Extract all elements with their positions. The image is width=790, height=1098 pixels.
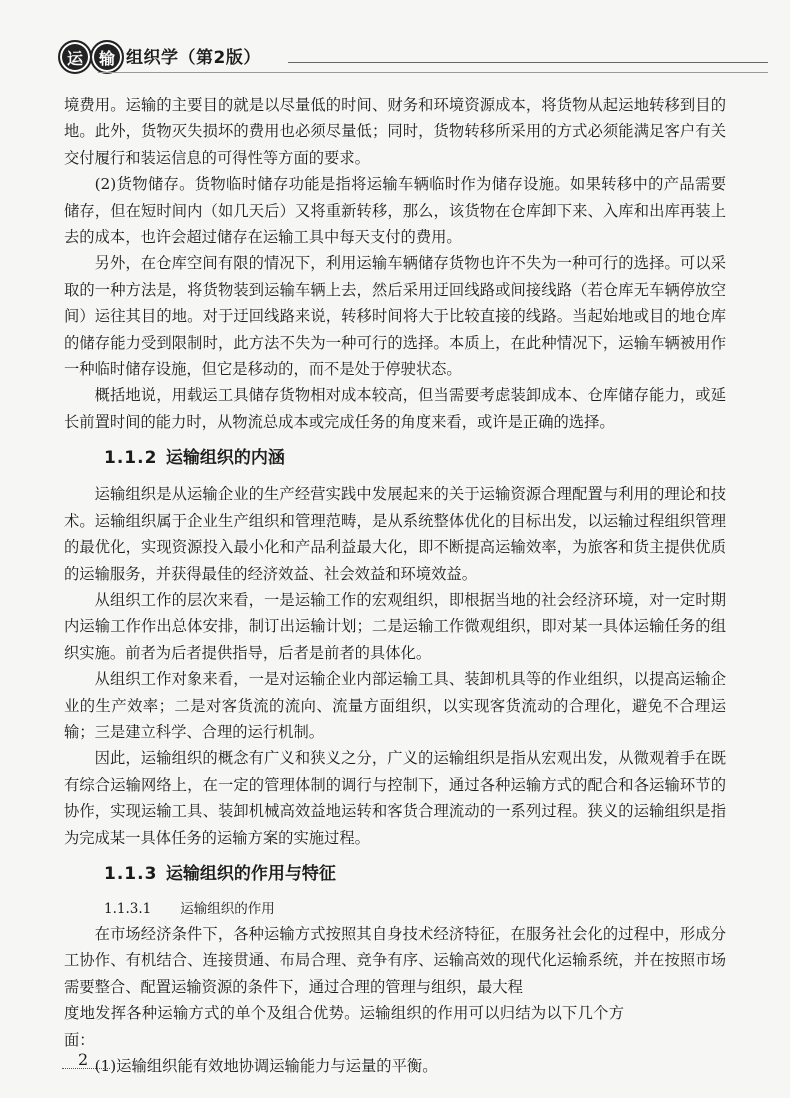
section-title: 运输组织的作用与特征: [165, 863, 336, 884]
list-item: (1)运输组织能有效地协调运输能力与运量的平衡。: [94, 1057, 438, 1075]
subsection-heading-1-1-3-1: [104, 897, 726, 921]
header-rule: [288, 62, 768, 63]
section-title: 运输组织的内涵: [165, 448, 285, 469]
book-logo: [58, 40, 124, 74]
paragraph: 另外，在仓库空间有限的情况下，利用运输车辆储存货物也许不失为一种可行的选择。可以采取的一种方法是，将货物装到运输车辆上去，然后采用迂回线路或间接线路（若仓库无车辆停放空间）运往其目的地。对于迂回线路来说，转移时间将大于比较直接的线路。当起始地或目的地仓库的储存能力受到限制时，此方法不失为一种可行的选择。本质上，在此种情况下，运输车辆被用作一种临时储存设施，但它是移动的，而不是处于停驶状态。: [64, 254, 726, 379]
book-title: 组织学（第2版）: [126, 48, 261, 68]
paragraph: 因此，运输组织的概念有广义和狭义之分，广义的运输组织是指从宏观出发，从微观着手在既有综合运输网络上，在一定的管理体制的调行与控制下，通过各种运输方式的配合和各运输环节的协作，实现运输工具、装卸机械高效益地运转和客货合理流动的一系列过程。狭义的运输组织是指为完成某一具体任务的运输方案的实施过程。: [64, 749, 726, 847]
header-rule-lower: [98, 72, 768, 73]
paragraph: 在市场经济条件下，各种运输方式按照其自身技术经济特征，在服务社会化的过程中，形成分工协作、有机结合、连接贯通、布局合理、竞争有序、运输高效的现代化运输系统，并在按照市场需要整合、配置运输资源的条件下，通过合理的管理与组织，最大程: [64, 924, 726, 996]
logo-char-1: 运: [58, 40, 92, 74]
paragraph: 从组织工作的层次来看，一是运输工作的宏观组织，即根据当地的社会经济环境，对一定时期内运输工作作出总体安排，制订出运输计划；二是运输工作微观组织，即对某一具体运输任务的组织实施。前者为后者提供指导，后者是前者的具体化。: [64, 590, 726, 662]
section-number: 1.1.3: [104, 863, 158, 884]
paragraph: 从组织工作对象来看，一是对运输企业内部运输工具、装卸机具等的作业组织，以提高运输企业的生产效率；二是对客货流的流向、流量方面组织，以实现客货流动的合理化，避免不合理运输；三是建立科学、合理的运行机制。: [64, 670, 726, 741]
subsection-title: 运输组织的作用: [180, 900, 275, 917]
page-number-ornament: [62, 1068, 110, 1069]
page-number: 2: [78, 1050, 89, 1069]
page-body: [64, 92, 726, 1079]
section-heading-1-1-3: [104, 859, 726, 889]
subsection-number: 1.1.3.1: [104, 900, 152, 917]
paragraph: 概括地说，用载运工具储存货物相对成本较高，但当需要考虑装卸成本、仓库储存能力，或延长前置时间的能力时，从物流总成本或完成任务的角度来看，或许是正确的选择。: [64, 386, 726, 431]
paragraph: 运输组织是从运输企业的生产经营实践中发展起来的关于运输资源合理配置与利用的理论和技术。运输组织属于企业生产组织和管理范畴，是从系统整体优化的目标出发，以运输过程组织管理的最优化，实现资源投入最小化和产品利益最大化，即不断提高运输效率，为旅客和货主提供优质的运输服务，并获得最佳的经济效益、社会效益和环境效益。: [64, 485, 726, 583]
paragraph: (2)货物储存。货物临时储存功能是指将运输车辆临时作为储存设施。如果转移中的产品需要储存，但在短时间内（如几天后）又将重新转移，那么，该货物在仓库卸下来、入库和出库再装上去的成本，也许会超过储存在运输工具中每天支付的费用。: [64, 175, 726, 247]
logo-char-2: 输: [90, 40, 124, 74]
section-number: 1.1.2: [104, 448, 158, 469]
running-header: [58, 40, 758, 74]
section-heading-1-1-2: [104, 443, 726, 473]
paragraph: 境费用。运输的主要目的就是以尽量低的时间、财务和环境资源成本，将货物从起运地转移到目的地。此外，货物灭失损坏的费用也必须尽量低；同时，货物转移所采用的方式必须能满足客户有关交付履行和装运信息的可得性等方面的要求。: [64, 96, 726, 167]
paragraph: 度地发挥各种运输方式的单个及组合优势。运输组织的作用可以归结为以下几个方面：: [64, 1004, 624, 1049]
